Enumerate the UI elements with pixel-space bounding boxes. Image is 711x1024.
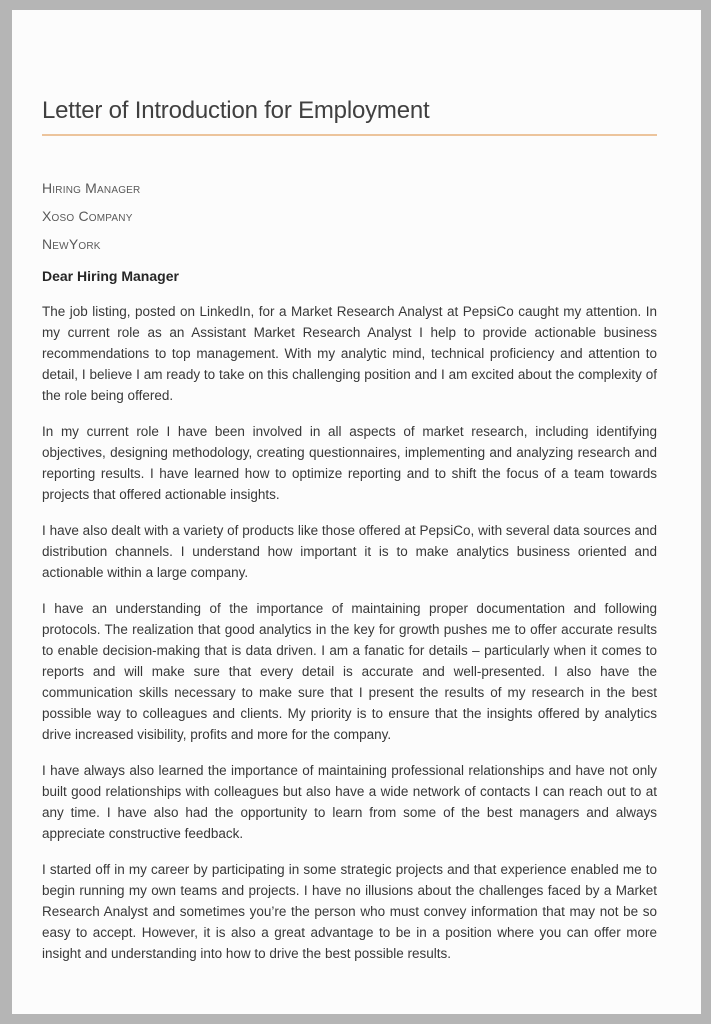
letter-content: [12, 10, 701, 964]
letter-page: [12, 10, 701, 1014]
letter-paragraph: I have always also learned the importance of maintaining professional relationships and have not only built good relationships with colleagues but also have a wide network of contacts I can reach out to at any time. I have also had the opportunity to learn from some of the best managers and always appreciate constructive feedback.: [42, 763, 657, 841]
letter-body: [42, 301, 657, 964]
recipient-block: [42, 174, 657, 258]
recipient-city: NewYork: [42, 236, 101, 252]
recipient-company: Xoso Company: [42, 208, 133, 224]
letter-paragraph: In my current role I have been involved in all aspects of market research, including identifying objectives, designing methodology, creating questionnaires, implementing and analyzing research and reporting results. I have learned how to optimize reporting and to shift the focus of a team towards projects that offered actionable insights.: [42, 424, 657, 502]
salutation: Dear Hiring Manager: [42, 268, 179, 284]
letter-paragraph: The job listing, posted on LinkedIn, for a Market Research Analyst at PepsiCo caught my attention. In my current role as an Assistant Market Research Analyst I help to provide actionable business recommendations to top management. With my analytic mind, technical proficiency and attention to detail, I believe I am ready to take on this challenging position and I am excited about the complexity of the role being offered.: [42, 304, 657, 403]
letter-paragraph: I have an understanding of the importance of maintaining proper documentation and following protocols. The realization that good analytics in the key for growth pushes me to offer accurate results to enable decision-making that is data driven. I am a fanatic for details – particularly when it comes to reports and will make sure that every detail is accurate and well-presented. I also have the communication skills necessary to make sure that I present the results of my research in the best possible way to colleagues and clients. My priority is to ensure that the insights offered by analytics drive increased visibility, profits and more for the company.: [42, 601, 657, 742]
letter-paragraph: I have also dealt with a variety of products like those offered at PepsiCo, with several data sources and distribution channels. I understand how important it is to make analytics business oriented and actionable within a large company.: [42, 523, 657, 580]
page-title: Letter of Introduction for Employment: [42, 96, 657, 136]
recipient-name: Hiring Manager: [42, 180, 141, 196]
letter-paragraph: I started off in my career by participating in some strategic projects and that experience enabled me to begin running my own teams and projects. I have no illusions about the challenges faced by a Market Research Analyst and sometimes you’re the person who must convey information that may not be so easy to accept. However, it is also a great advantage to be in a position where you can offer more insight and understanding into how to drive the best possible results.: [42, 862, 657, 961]
